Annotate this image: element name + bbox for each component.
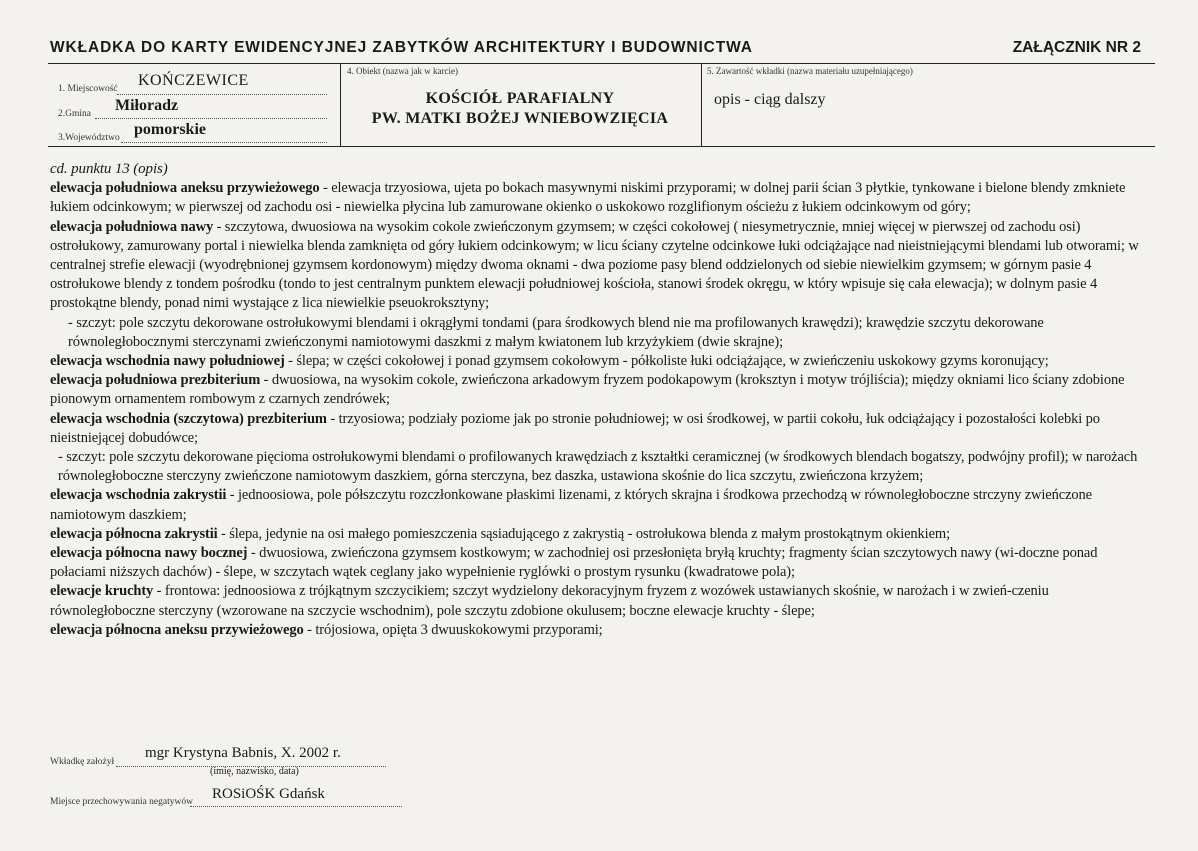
paragraph [50, 544, 1148, 582]
paragraph-text: - szczyt: pole szczytu dekorowane pięcioma ostrołukowymi blendami o profilowanych krawędziach z kształtki ceramicznej (w środkowych blendach bogatszy, podwójny profil); w narożach równoległoboczne sterczyny zwieńczone namiotowym daszkiem, górna sterczyna, bez daszka, ustawiona skośnie do lica szczytu, zwieńczona krzyżem; [58, 449, 1138, 485]
paragraph-heading: elewacja północna aneksu przywieżowego [50, 621, 304, 638]
author-label: Wkładkę założył [50, 757, 115, 767]
paragraph-heading: elewacja wschodnia nawy południowej [50, 353, 285, 370]
paragraph [50, 525, 1148, 544]
object-name-line2: PW. MATKI BOŻEJ WNIEBOWZIĘCIA [371, 110, 669, 127]
paragraph [50, 486, 1148, 524]
paragraph [50, 582, 1148, 620]
wojewodztwo-label: 3.Województwo [58, 133, 120, 143]
paragraph-heading: elewacja północna zakrystii [50, 525, 218, 542]
paragraph-heading: elewacja południowa prezbiterium [50, 372, 261, 389]
description-body [50, 160, 1148, 640]
miejscowosc-dots [117, 94, 327, 95]
paragraph [50, 179, 1148, 217]
miejscowosc-label: 1. Miejscowość [58, 84, 118, 94]
storage-dots [190, 806, 402, 807]
author-value: mgr Krystyna Babnis, X. 2002 r. [145, 745, 341, 761]
paragraph [50, 218, 1148, 314]
header-bottom-rule [48, 146, 1155, 147]
wojewodztwo-dots [121, 142, 327, 143]
paragraph-text: - dwuosiowa, zwieńczona gzymsem kostkowym; w zachodniej osi przesłonięta bryłą kruchty; fragmenty ścian szczytowych nawy (wi-doczne ponad połaciami niższych dachów) - ślepe, w szczytach wątek ceglany jako wypełnienie ryglówki o prostym rysunku (kwadratowe pola); [50, 545, 1098, 581]
paragraph [50, 621, 1148, 640]
paragraph-heading: elewacja południowa aneksu przywieżowego [50, 180, 320, 197]
continuation-heading: cd. punktu 13 (opis) [50, 161, 168, 177]
paragraph-heading: elewacja wschodnia (szczytowa) prezbiterium [50, 410, 327, 427]
paragraph [50, 352, 1148, 371]
paragraph-text: - ślepa, jedynie na osi małego pomieszczenia sąsiadującego z zakrystią - ostrołukowa blenda z małym prostokątnym okienkiem; [217, 525, 950, 542]
miejscowosc-value: KOŃCZEWICE [138, 72, 249, 89]
paragraph-heading: elewacja południowa nawy [50, 218, 214, 235]
author-hint: (imię, nazwisko, data) [210, 766, 299, 777]
paragraph-text: - jednoosiowa, pole półszczytu rozczłonkowane płaskimi lizenami, z których skrajna i środkowa przechodzą w równoległoboczne strczyny zwieńczone namiotowym daszkiem; [50, 487, 1092, 523]
paragraph [50, 371, 1148, 409]
paragraph-text: - szczyt: pole szczytu dekorowane ostrołukowymi blendami i okrągłymi tondami (para środkowych blend nie ma profilowanych krawędzi); krawędzie szczytu dekorowane równoległobocznymi sterczynami zwieńczonymi namiotowymi daszkmi z małym kwiatonem lub krzyżykiem (dwie skrajne); [68, 314, 1044, 350]
gmina-label: 2.Gmina [58, 109, 91, 119]
paragraph-text: - frontowa: jednoosiowa z trójkątnym szczycikiem; szczyt wydzielony dekoracyjnym fryzem z wozówek ustawianych skośnie, w narożach i w zwień-czeniu równoległoboczne sterczyny (wzorowane na szczycie wschodnim), pole szczytu zdobione okulusem; boczne elewacje kruchty - ślepe; [50, 583, 1049, 619]
gmina-value: Miłoradz [115, 97, 179, 114]
paragraph [50, 448, 1148, 486]
storage-label: Miejsce przechowywania negatywów [50, 797, 193, 807]
annex-label: ZAŁĄCZNIK NR 2 [1012, 39, 1141, 56]
paragraph-text: - dwuosiowa, na wysokim cokole, zwieńczona arkadowym fryzem podokapowym (kroksztyn i motyw trójliścia); między okniami lico ściany zdobione pionowym ornamentem rombowym z czarnych zendrówek; [50, 372, 1125, 408]
paragraph-text: - szczytowa, dwuosiowa na wysokim cokole zwieńczonym gzymsem; w części cokołowej ( niesymetrycznie, mniej więcej w pierwszej od zachodu osi) ostrołukowy, zamurowany portal i niewielka blenda zamknięta od góry łukiem odcinkowym; w licu ściany czytelne odcinkowe łuki odciążające nad nieistniejącymi blendami lub otworami; w centralnej strefie elewacji (wyodrębnionej gzymsem kordonowym) między dwoma oknami - dwa poziome pasy blend oddzielonych od siebie niewielkim gzymsem; w górnym pasie 4 ostrołukowe blendy z tondem pośrodku (tondo to jest centralnym punktem elewacji południowej kościoła, stanowi środek okręgu, w który wpisuje się cała elewacja); w dolnym pasie 4 prostokątne blendy, ponad nimi wystające z lica niewielkie pseuokroksztyny; [50, 218, 1139, 312]
storage-value: ROSiOŚK Gdańsk [212, 786, 325, 802]
paragraph-heading: elewacja wschodnia zakrystii [50, 487, 227, 504]
paragraph-text: - trójosiowa, opięta 3 dwuuskokowymi przyporami; [303, 621, 603, 638]
contents-label: 5. Zawartość wkładki (nazwa materiału uzupełniającego) [707, 66, 913, 76]
paragraph-heading: elewacja północna nawy bocznej [50, 545, 248, 562]
header-divider-2 [701, 64, 702, 146]
wojewodztwo-value: pomorskie [134, 121, 206, 138]
object-label: 4. Obiekt (nazwa jak w karcie) [347, 66, 458, 76]
contents-value: opis - ciąg dalszy [714, 91, 826, 108]
form-title: WKŁADKA DO KARTY EWIDENCYJNEJ ZABYTKÓW ARCHITEKTURY I BUDOWNICTWA [50, 39, 753, 56]
paragraph [50, 410, 1148, 448]
header-divider-1 [340, 64, 341, 146]
paragraph-heading: elewacje kruchty [50, 583, 154, 600]
paragraph [50, 314, 1148, 352]
object-name-line1: KOŚCIÓŁ PARAFIALNY [425, 90, 615, 107]
paragraph-text: - trzyosiowa; podziały poziome jak po stronie południowej; w osi środkowej, w partii cokołu, łuk odciążający i pozostałości kolebki po nieistniejącej dobudówce; [50, 410, 1100, 446]
gmina-dots [95, 118, 327, 119]
header-top-rule [48, 63, 1155, 64]
paragraph-text: - ślepa; w części cokołowej i ponad gzymsem cokołowym - półkoliste łuki odciążające, w zwieńczeniu uskokowy gzyms koronujący; [284, 353, 1049, 370]
paragraph-text: - elewacja trzyosiowa, ujeta po bokach masywnymi niskimi przyporami; w dolnej parii ścian 3 płytkie, tynkowane i bielone blendy zmkniete łukiem odcinkowym; w pierwszej od zachodu osi - niewielka płycina lub zamurowane okienko o uskokowo rozglifionym ościeżu z łukiem odcinkowym od góry; [50, 180, 1126, 216]
